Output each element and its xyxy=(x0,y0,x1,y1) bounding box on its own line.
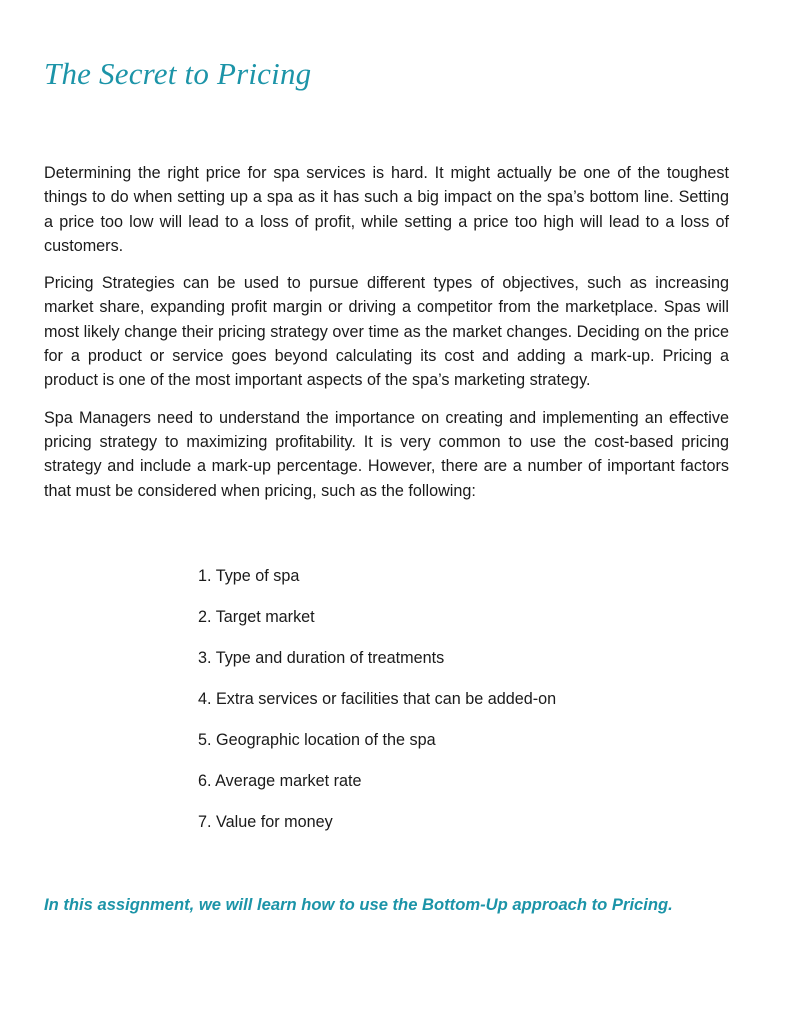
page-title: The Secret to Pricing xyxy=(44,56,312,91)
managers-paragraph: Spa Managers need to understand the importance on creating and implementing an effective pricing strategy to maximizing profitability. It is very common to use the cost-based pricing strategy and include a mark-up percentage. However, there are a number of important factors that must be considered when pricing, such as the following: xyxy=(44,408,729,500)
pricing-factors-list xyxy=(198,565,556,852)
intro-paragraph: Determining the right price for spa services is hard. It might actually be one of the toughest things to do when setting up a spa as it has such a big impact on the spa’s bottom line. Setting a price too low will lead to a loss of profit, while setting a price too high will lead to a loss of customers. xyxy=(44,164,729,255)
list-item: 2. Target market xyxy=(198,608,315,626)
list-item: 7. Value for money xyxy=(198,813,333,831)
list-item: 3. Type and duration of treatments xyxy=(198,649,445,667)
strategies-paragraph: Pricing Strategies can be used to pursue different types of objectives, such as increasing market share, expanding profit margin or driving a competitor from the marketplace. Spas will most likely change their pricing strategy over time as the market changes. Deciding on the price for a product or service goes beyond calculating its cost and adding a mark-up. Pricing a product is one of the most important aspects of the spa’s marketing strategy. xyxy=(44,274,729,390)
body-text xyxy=(44,161,729,516)
closing-statement: In this assignment, we will learn how to use the Bottom-Up approach to Pricing. xyxy=(44,895,673,914)
list-item: 4. Extra services or facilities that can be added-on xyxy=(198,690,557,708)
list-item: 5. Geographic location of the spa xyxy=(198,731,436,749)
list-item: 6. Average market rate xyxy=(198,772,362,790)
list-item: 1. Type of spa xyxy=(198,567,300,585)
